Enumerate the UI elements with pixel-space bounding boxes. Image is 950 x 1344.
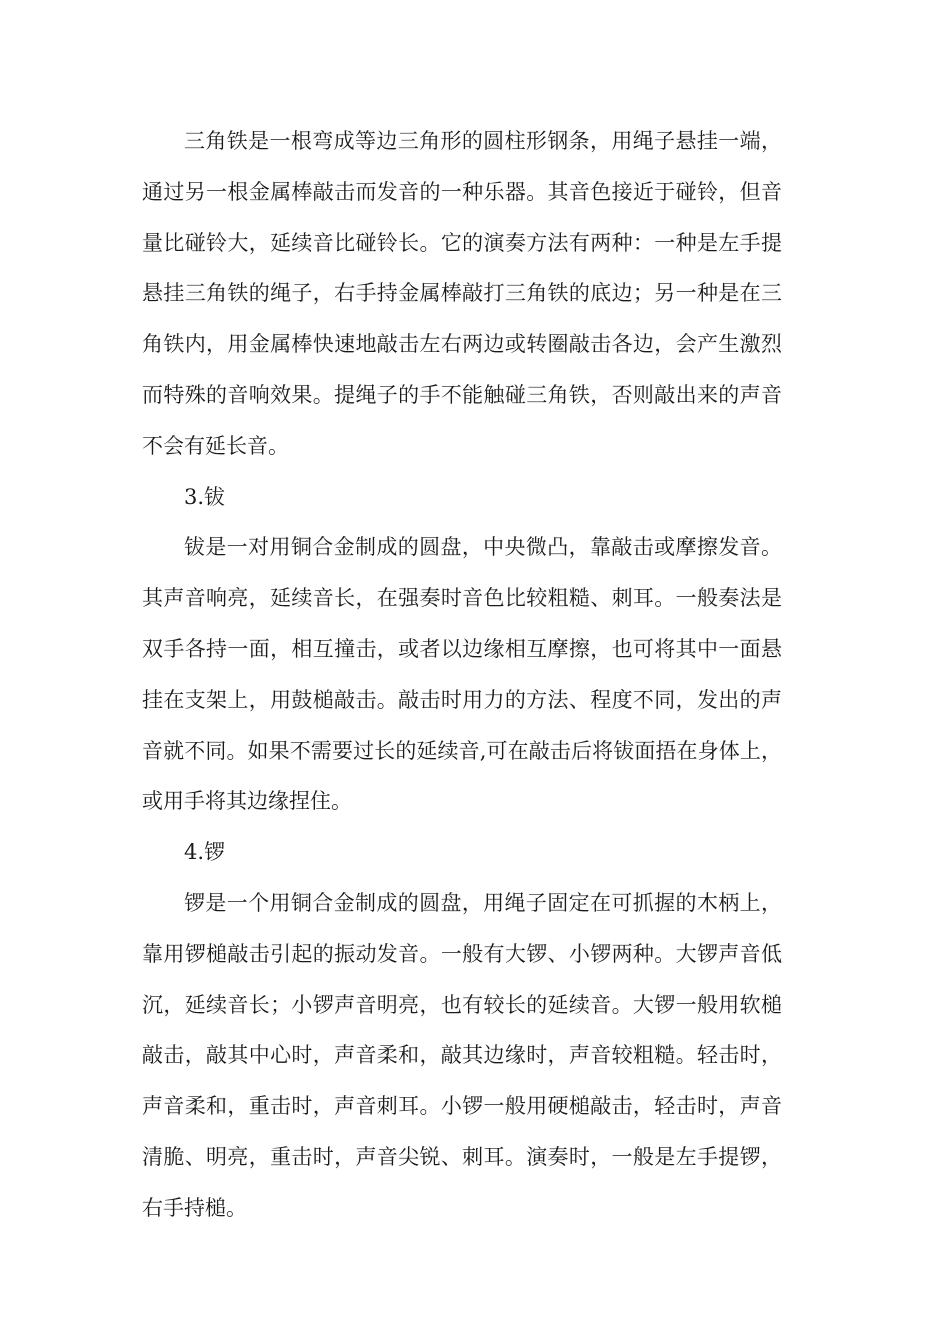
section-heading-gong: 4.锣	[184, 840, 226, 865]
paragraph-cymbals: 钹是一对用铜合金制成的圆盘，中央微凸，靠敲击或摩擦发音。其声音响亮，延续音长，在强奏时音色比较粗糙、刺耳。一般奏法是双手各持一面，相互撞击，或者以边缘相互摩擦，也可将其中一面悬挂在支架上，用鼓槌敲击。敲击时用力的方法、程度不同，发出的声音就不同。如果不需要过长的延续音,可在敲击后将钹面捂在身体上，或用手将其边缘捏住。	[142, 535, 782, 814]
paragraph-gong: 锣是一个用铜合金制成的圆盘，用绳子固定在可抓握的木柄上，靠用锣槌敲击引起的振动发音。一般有大锣、小锣两种。大锣声音低沉，延续音长；小锣声音明亮，也有较长的延续音。大锣一般用软槌敲击，敲其中心时，声音柔和，敲其边缘时，声音较粗糙。轻击时，声音柔和，重击时，声音刺耳。小锣一般用硬槌敲击，轻击时，声音清脆、明亮，重击时，声音尖锐、刺耳。演奏时，一般是左手提锣，右手持槌。	[142, 890, 782, 1220]
document-page	[142, 116, 782, 1234]
paragraph-triangle: 三角铁是一根弯成等边三角形的圆柱形钢条，用绳子悬挂一端，通过另一根金属棒敲击而发音的一种乐器。其音色接近于碰铃，但音量比碰铃大，延续音比碰铃长。它的演奏方法有两种：一种是左手提悬挂三角铁的绳子，右手持金属棒敲打三角铁的底边；另一种是在三角铁内，用金属棒快速地敲击左右两边或转圈敲击各边，会产生激烈而特殊的音响效果。提绳子的手不能触碰三角铁，否则敲出来的声音不会有延长音。	[142, 129, 782, 458]
section-heading-cymbals: 3.钹	[184, 484, 226, 509]
